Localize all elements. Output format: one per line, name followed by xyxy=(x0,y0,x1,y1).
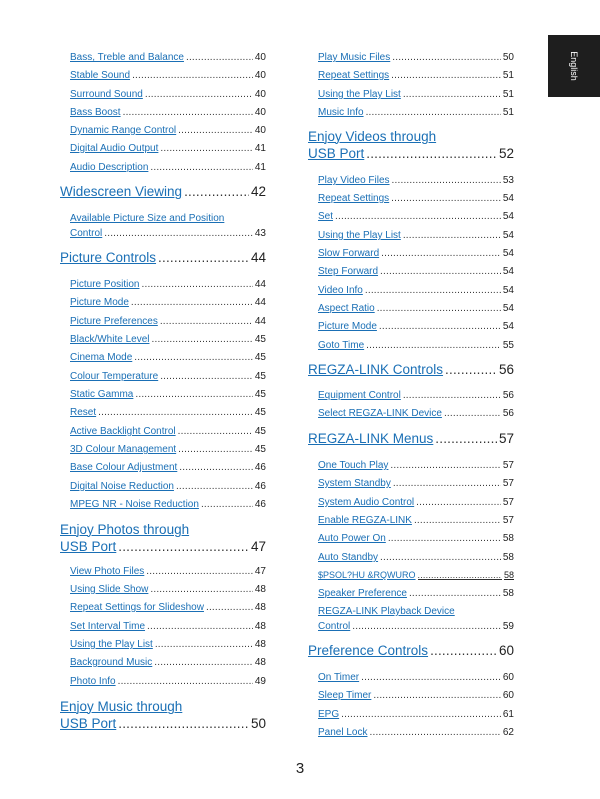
toc-entry[interactable] xyxy=(70,426,266,437)
toc-entry-label[interactable]: Play Music Files xyxy=(318,52,391,63)
toc-entry[interactable] xyxy=(318,497,514,508)
leader-dots xyxy=(206,602,253,613)
toc-entry-label[interactable]: Goto Time xyxy=(318,340,365,351)
toc-entry-page: 46 xyxy=(254,462,266,473)
toc-entry-page: 46 xyxy=(254,499,266,510)
toc-entry[interactable] xyxy=(318,672,514,683)
toc-entry[interactable] xyxy=(318,690,514,701)
toc-entry-page: 48 xyxy=(254,639,266,650)
toc-section-page: 52 xyxy=(498,146,514,161)
toc-section[interactable] xyxy=(60,522,266,558)
leader-dots xyxy=(341,709,501,720)
toc-entry[interactable] xyxy=(70,407,266,418)
toc-entry-page: 54 xyxy=(502,303,514,314)
toc-entry[interactable] xyxy=(70,352,266,363)
toc-entry-page: 41 xyxy=(254,162,266,173)
leader-dots xyxy=(403,89,501,100)
toc-entry-page: 56 xyxy=(502,390,514,401)
toc-entry[interactable] xyxy=(70,279,266,290)
toc-entry-label[interactable]: Picture Mode xyxy=(70,297,129,308)
toc-entry-page: 58 xyxy=(502,588,514,599)
leader-dots xyxy=(352,621,501,632)
toc-entry[interactable] xyxy=(70,676,266,687)
toc-entry[interactable] xyxy=(70,213,266,243)
toc-entry-page: 62 xyxy=(502,727,514,738)
leader-dots xyxy=(118,539,249,554)
toc-entry-page: 59 xyxy=(502,621,514,632)
toc-entry-page: 45 xyxy=(254,407,266,418)
toc-entry-label[interactable]: Picture Preferences xyxy=(70,316,158,327)
toc-entry-page: 61 xyxy=(502,709,514,720)
leader-dots xyxy=(418,570,502,580)
toc-entry-page: 45 xyxy=(254,352,266,363)
toc-entry-page: 45 xyxy=(254,426,266,437)
toc-section-label[interactable]: USB Port xyxy=(60,539,117,554)
toc-entry[interactable] xyxy=(70,389,266,400)
toc-entry-label[interactable]: Control xyxy=(70,228,103,239)
toc-entry-page: 60 xyxy=(502,672,514,683)
toc-entry-label[interactable]: Photo Info xyxy=(70,676,116,687)
toc-entry[interactable] xyxy=(318,570,514,580)
toc-entry[interactable] xyxy=(318,285,514,296)
toc-entry-page: 60 xyxy=(502,690,514,701)
language-tab xyxy=(548,35,600,97)
toc-entry-page: 58 xyxy=(502,533,514,544)
leader-dots xyxy=(391,193,501,204)
toc-entry[interactable] xyxy=(318,193,514,204)
leader-dots xyxy=(134,352,253,363)
toc-entry[interactable] xyxy=(70,602,266,613)
leader-dots xyxy=(391,70,501,81)
toc-section-label-line1[interactable]: Enjoy Videos through xyxy=(308,129,437,144)
toc-entry-page: 58 xyxy=(502,552,514,563)
toc-section-page: 56 xyxy=(498,362,514,377)
leader-dots xyxy=(131,297,253,308)
toc-entry[interactable] xyxy=(318,89,514,100)
toc-entry[interactable] xyxy=(70,444,266,455)
leader-dots xyxy=(160,371,253,382)
toc-entry[interactable] xyxy=(318,52,514,63)
toc-entry-page: 51 xyxy=(502,89,514,100)
toc-entry[interactable] xyxy=(70,371,266,382)
toc-entry-label[interactable]: MPEG NR - Noise Reduction xyxy=(70,499,199,510)
leader-dots xyxy=(445,362,497,377)
toc-entry-label[interactable]: Background Music xyxy=(70,657,153,668)
toc-entry-page: 48 xyxy=(254,602,266,613)
toc-entry[interactable] xyxy=(318,211,514,222)
toc-entry-label[interactable]: Dynamic Range Control xyxy=(70,125,177,136)
toc-entry-page: 51 xyxy=(502,70,514,81)
toc-entry-label[interactable]: Stable Sound xyxy=(70,70,131,81)
toc-entry-label[interactable]: Bass Boost xyxy=(70,107,121,118)
leader-dots xyxy=(416,497,501,508)
toc-section[interactable] xyxy=(308,129,514,165)
toc-entry[interactable] xyxy=(318,460,514,471)
toc-entry-label[interactable]: Set Interval Time xyxy=(70,621,146,632)
toc-entry-page: 57 xyxy=(502,497,514,508)
toc-entry[interactable] xyxy=(70,334,266,345)
toc-entry[interactable] xyxy=(70,70,266,81)
toc-entry-label[interactable]: On Timer xyxy=(318,672,360,683)
leader-dots xyxy=(135,389,253,400)
leader-dots xyxy=(379,321,501,332)
leader-dots xyxy=(403,230,501,241)
toc-section-label[interactable]: Widescreen Viewing xyxy=(60,184,183,199)
toc-entry-label[interactable]: Panel Lock xyxy=(318,727,368,738)
toc-entry-label[interactable]: System Audio Control xyxy=(318,497,415,508)
toc-entry-page: 47 xyxy=(254,566,266,577)
leader-dots xyxy=(132,70,253,81)
toc-section-label[interactable]: USB Port xyxy=(308,146,365,161)
toc-entry-page: 48 xyxy=(254,584,266,595)
leader-dots xyxy=(186,52,253,63)
leader-dots xyxy=(178,426,253,437)
toc-entry[interactable] xyxy=(318,248,514,259)
toc-section[interactable] xyxy=(308,431,514,446)
leader-dots xyxy=(201,499,253,510)
toc-entry[interactable] xyxy=(70,499,266,510)
toc-section[interactable] xyxy=(60,184,266,199)
toc-entry[interactable] xyxy=(70,316,266,327)
toc-entry[interactable] xyxy=(70,297,266,308)
toc-section-label-line1[interactable]: Enjoy Photos through xyxy=(60,522,190,537)
leader-dots xyxy=(147,621,253,632)
toc-entry-label[interactable]: Colour Temperature xyxy=(70,371,159,382)
leader-dots xyxy=(176,481,253,492)
toc-entry-label[interactable]: Static Gamma xyxy=(70,389,134,400)
toc-entry-label[interactable]: Music Info xyxy=(318,107,364,118)
leader-dots xyxy=(178,444,253,455)
toc-entry-label[interactable]: Equipment Control xyxy=(318,390,401,401)
toc-entry[interactable] xyxy=(70,162,266,173)
leader-dots xyxy=(98,407,253,418)
toc-entry-page: 54 xyxy=(502,321,514,332)
toc-entry[interactable] xyxy=(318,266,514,277)
leader-dots xyxy=(104,228,253,239)
leader-dots xyxy=(184,184,249,199)
toc-entry[interactable] xyxy=(70,462,266,473)
leader-dots xyxy=(155,639,253,650)
toc-entry[interactable] xyxy=(70,125,266,136)
toc-section-label[interactable]: Preference Controls xyxy=(308,643,429,658)
toc-entry-page: 44 xyxy=(254,279,266,290)
toc-entry-page: 54 xyxy=(502,193,514,204)
toc-entry-page: 41 xyxy=(254,143,266,154)
toc-entry-label[interactable]: View Photo Files xyxy=(70,566,145,577)
toc-entry[interactable] xyxy=(318,606,514,636)
toc-entry-label[interactable]: Using the Play List xyxy=(318,89,401,100)
leader-dots xyxy=(123,107,253,118)
leader-dots xyxy=(151,334,252,345)
toc-entry-label-line1[interactable]: REGZA-LINK Playback Device xyxy=(318,606,455,617)
toc-entry[interactable] xyxy=(70,657,266,668)
toc-entry-page: 46 xyxy=(254,481,266,492)
leader-dots xyxy=(388,533,501,544)
toc-section-label-line1[interactable]: Enjoy Music through xyxy=(60,699,183,714)
toc-entry[interactable] xyxy=(318,552,514,563)
toc-entry-page: 45 xyxy=(254,444,266,455)
toc-entry-label[interactable]: Cinema Mode xyxy=(70,352,133,363)
toc-entry-label-line1[interactable]: Available Picture Size and Position xyxy=(70,213,225,224)
toc-entry-page: 55 xyxy=(502,340,514,351)
toc-entry-label[interactable]: Repeat Settings xyxy=(318,70,390,81)
leader-dots xyxy=(444,408,501,419)
toc-section[interactable] xyxy=(308,643,514,658)
toc-entry-page: 40 xyxy=(254,52,266,63)
toc-section-page: 57 xyxy=(498,431,514,446)
toc-section[interactable] xyxy=(60,699,266,735)
toc-entry-label[interactable]: Control xyxy=(318,621,351,632)
toc-entry-page: 53 xyxy=(502,175,514,186)
toc-entry-page: 54 xyxy=(502,230,514,241)
leader-dots xyxy=(373,690,501,701)
toc-entry[interactable] xyxy=(70,481,266,492)
toc-section-page: 50 xyxy=(250,716,266,731)
toc-entry-page: 54 xyxy=(502,285,514,296)
leader-dots xyxy=(146,566,253,577)
toc-entry-page: 40 xyxy=(254,125,266,136)
toc-entry-page: 54 xyxy=(502,266,514,277)
toc-entry-page: 57 xyxy=(502,515,514,526)
toc-section-label[interactable]: Picture Controls xyxy=(60,250,157,265)
toc-section-label[interactable]: REGZA-LINK Controls xyxy=(308,362,444,377)
toc-entry[interactable] xyxy=(318,727,514,738)
leader-dots xyxy=(403,390,501,401)
toc-entry-page: 44 xyxy=(254,316,266,327)
toc-section[interactable] xyxy=(308,362,514,377)
leader-dots xyxy=(366,107,501,118)
toc-entry-label[interactable]: Set xyxy=(318,211,334,222)
toc-entry[interactable] xyxy=(318,340,514,351)
leader-dots xyxy=(150,162,253,173)
leader-dots xyxy=(160,143,252,154)
toc-entry[interactable] xyxy=(70,143,266,154)
toc-entry-label[interactable]: Speaker Preference xyxy=(318,588,407,599)
toc-section-page: 47 xyxy=(250,539,266,554)
leader-dots xyxy=(414,515,501,526)
toc-entry-label[interactable]: Black/White Level xyxy=(70,334,150,345)
toc-entry-page: 44 xyxy=(254,297,266,308)
toc-entry-page: 51 xyxy=(502,107,514,118)
toc-entry[interactable] xyxy=(318,175,514,186)
leader-dots xyxy=(118,716,249,731)
leader-dots xyxy=(365,285,501,296)
toc-entry-label[interactable]: Repeat Settings xyxy=(318,193,390,204)
toc-entry-page: 40 xyxy=(254,70,266,81)
toc-entry[interactable] xyxy=(318,70,514,81)
leader-dots xyxy=(160,316,253,327)
toc-entry-label[interactable]: Select REGZA-LINK Device xyxy=(318,408,442,419)
toc-entry-page: 50 xyxy=(502,52,514,63)
toc-entry-label[interactable]: Base Colour Adjustment xyxy=(70,462,178,473)
leader-dots xyxy=(361,672,501,683)
toc-entry-label[interactable]: System Standby xyxy=(318,478,391,489)
toc-entry[interactable] xyxy=(318,515,514,526)
toc-entry-label[interactable]: Aspect Ratio xyxy=(318,303,375,314)
toc-section-page: 44 xyxy=(250,250,266,265)
leader-dots xyxy=(369,727,500,738)
page-number: 3 xyxy=(295,760,305,777)
toc-entry-page: 48 xyxy=(254,621,266,632)
toc-entry-label[interactable]: Video Info xyxy=(318,285,363,296)
toc-entry[interactable] xyxy=(70,584,266,595)
toc-section[interactable] xyxy=(60,250,266,265)
toc-entry-label[interactable]: Using the Play List xyxy=(318,230,401,241)
toc-entry-label[interactable]: $PSOL?HU &RQWURO xyxy=(318,570,416,580)
leader-dots xyxy=(392,52,501,63)
toc-entry-page: 43 xyxy=(254,228,266,239)
leader-dots xyxy=(145,89,253,100)
toc-entry-page: 54 xyxy=(502,211,514,222)
toc-entry-label[interactable]: Digital Noise Reduction xyxy=(70,481,174,492)
toc-entry[interactable] xyxy=(70,89,266,100)
leader-dots xyxy=(366,340,501,351)
toc-entry-label[interactable]: Bass, Treble and Balance xyxy=(70,52,184,63)
toc-entry[interactable] xyxy=(318,321,514,332)
leader-dots xyxy=(335,211,501,222)
toc-entry-label[interactable]: Step Forward xyxy=(318,266,379,277)
toc-entry-label[interactable]: Picture Position xyxy=(70,279,140,290)
toc-entry[interactable] xyxy=(70,639,266,650)
toc-section-page: 60 xyxy=(498,643,514,658)
leader-dots xyxy=(178,125,253,136)
leader-dots xyxy=(435,431,497,446)
toc-entry[interactable] xyxy=(70,621,266,632)
toc-entry-page: 49 xyxy=(254,676,266,687)
leader-dots xyxy=(390,460,500,471)
leader-dots xyxy=(150,584,253,595)
toc-entry-label[interactable]: Active Backlight Control xyxy=(70,426,176,437)
leader-dots xyxy=(118,676,253,687)
leader-dots xyxy=(380,266,501,277)
leader-dots xyxy=(179,462,253,473)
toc-entry[interactable] xyxy=(70,566,266,577)
toc-entry-page: 56 xyxy=(502,408,514,419)
leader-dots xyxy=(409,588,501,599)
toc-entry-label[interactable]: One Touch Play xyxy=(318,460,389,471)
toc-entry-label[interactable]: Enable REGZA-LINK xyxy=(318,515,412,526)
toc-entry-label[interactable]: Reset xyxy=(70,407,97,418)
toc-entry-label[interactable]: Using Slide Show xyxy=(70,584,149,595)
toc-entry[interactable] xyxy=(318,709,514,720)
leader-dots xyxy=(158,250,249,265)
toc-entry-page: 40 xyxy=(254,89,266,100)
toc-entry-label[interactable]: Surround Sound xyxy=(70,89,143,100)
toc-entry-page: 57 xyxy=(502,478,514,489)
toc-entry-label[interactable]: Repeat Settings for Slideshow xyxy=(70,602,204,613)
leader-dots xyxy=(392,175,501,186)
toc-entry-label[interactable]: Audio Description xyxy=(70,162,149,173)
leader-dots xyxy=(393,478,501,489)
toc-entry-label[interactable]: Digital Audio Output xyxy=(70,143,159,154)
toc-entry-label[interactable]: Play Video Files xyxy=(318,175,390,186)
toc-entry-label[interactable]: Slow Forward xyxy=(318,248,380,259)
toc-entry[interactable] xyxy=(70,107,266,118)
toc-entry-page: 54 xyxy=(502,248,514,259)
toc-entry-page: 45 xyxy=(254,334,266,345)
toc-entry-label[interactable]: Auto Power On xyxy=(318,533,386,544)
toc-section-page: 42 xyxy=(250,184,266,199)
toc-entry-page: 57 xyxy=(502,460,514,471)
leader-dots xyxy=(141,279,252,290)
toc-entry[interactable] xyxy=(318,533,514,544)
toc-entry[interactable] xyxy=(318,390,514,401)
toc-entry[interactable] xyxy=(70,52,266,63)
toc-entry[interactable] xyxy=(318,478,514,489)
toc-section-label[interactable]: REGZA-LINK Menus xyxy=(308,431,434,446)
toc-entry[interactable] xyxy=(318,230,514,241)
toc-entry[interactable] xyxy=(318,408,514,419)
toc-entry-page: 58 xyxy=(503,570,514,580)
toc-entry[interactable] xyxy=(318,107,514,118)
toc-entry-page: 48 xyxy=(254,657,266,668)
toc-entry-label[interactable]: Sleep Timer xyxy=(318,690,372,701)
toc-entry[interactable] xyxy=(318,303,514,314)
toc-entry-page: 40 xyxy=(254,107,266,118)
toc-entry-page: 45 xyxy=(254,389,266,400)
toc-entry-label[interactable]: 3D Colour Management xyxy=(70,444,177,455)
leader-dots xyxy=(430,643,497,658)
toc-section-label[interactable]: USB Port xyxy=(60,716,117,731)
leader-dots xyxy=(381,248,501,259)
toc-entry-label[interactable]: Auto Standby xyxy=(318,552,379,563)
toc-entry-label[interactable]: Picture Mode xyxy=(318,321,377,332)
language-tab-label: English xyxy=(569,51,579,81)
toc-entry-page: 45 xyxy=(254,371,266,382)
leader-dots xyxy=(380,552,501,563)
leader-dots xyxy=(154,657,253,668)
leader-dots xyxy=(366,146,497,161)
toc-entry[interactable] xyxy=(318,588,514,599)
toc-entry-label[interactable]: Using the Play List xyxy=(70,639,153,650)
leader-dots xyxy=(377,303,501,314)
toc-entry-label[interactable]: EPG xyxy=(318,709,340,720)
